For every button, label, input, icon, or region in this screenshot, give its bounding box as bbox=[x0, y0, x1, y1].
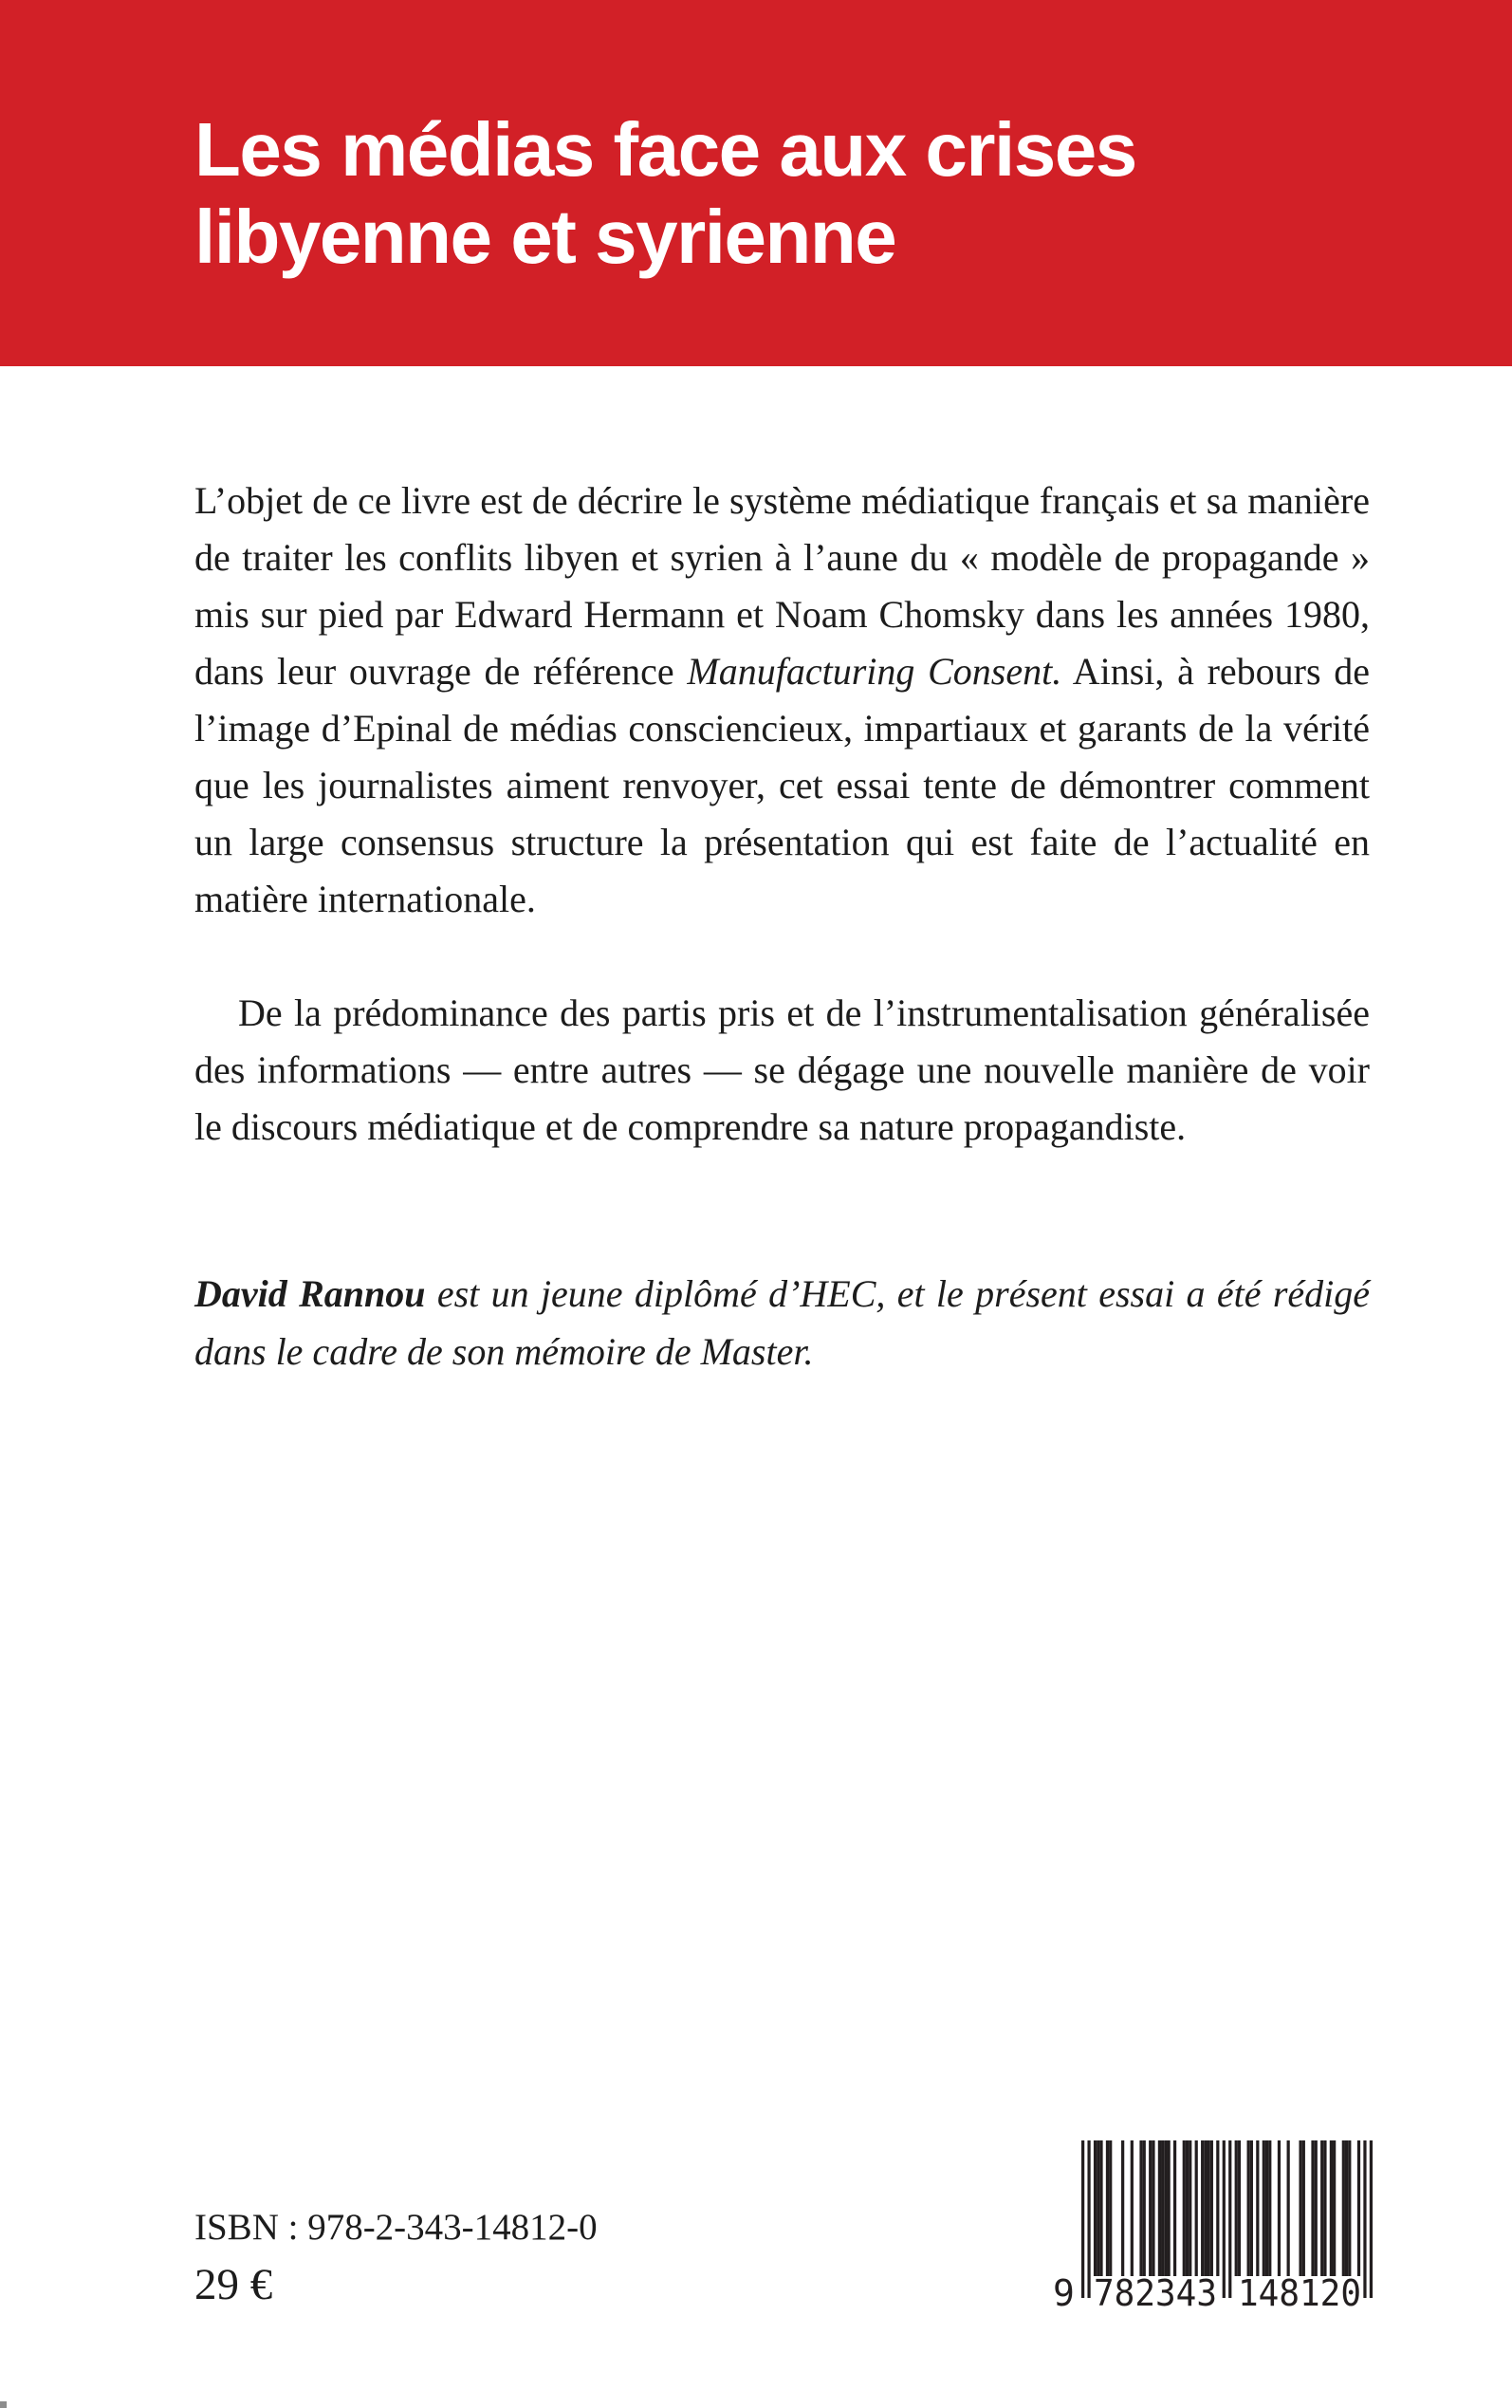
title-line-2: libyenne et syrienne bbox=[194, 194, 896, 279]
svg-text:782343: 782343 bbox=[1094, 2272, 1217, 2309]
referenced-work-title: Manufacturing Consent. bbox=[687, 650, 1062, 693]
ean13-barcode bbox=[1049, 2140, 1379, 2309]
page-edge-mark bbox=[0, 2401, 7, 2408]
synopsis-p1-text-a: L’objet de ce livre est de décrire le système médiatique français et sa manière de traiter les conflits libyen et syrien à l’aune du « modèle de propagande » mis sur pied par Edward Hermann et Noam Chomsky dans les années 1980, dans leur ouvrage de référence bbox=[194, 479, 1370, 693]
price-text: 29 € bbox=[194, 2260, 273, 2309]
book-title bbox=[0, 0, 1512, 281]
isbn-text: ISBN : 978-2-343-14812-0 bbox=[194, 2207, 598, 2248]
synopsis-p1-text-b: Ainsi, à rebours de l’image d’Epinal de médias consciencieux, impartiaux et garants de la vérité que les journalistes aiment renvoyer, cet essai tente de démontrer comment un large consensus structure la présentation qui est faite de l’actualité en matière internationale. bbox=[194, 650, 1370, 920]
synopsis-block bbox=[0, 366, 1512, 1380]
svg-text:148120: 148120 bbox=[1238, 2272, 1361, 2309]
ean13-barcode-svg bbox=[1049, 2140, 1379, 2309]
synopsis-paragraph-2: De la prédominance des partis pris et de l’instrumentalisation généralisée des informations — entre autres — se dégage une nouvelle manière de voir le discours médiatique et de comprendre sa nature propagandiste. bbox=[194, 991, 1370, 1148]
author-note-text: est un jeune diplômé d’HEC, et le présent essai a été rédigé dans le cadre de son mémoire de Master. bbox=[194, 1272, 1371, 1373]
svg-text:9: 9 bbox=[1053, 2272, 1075, 2309]
title-band bbox=[0, 0, 1512, 366]
author-note bbox=[194, 1265, 1370, 1380]
author-name: David Rannou bbox=[194, 1272, 426, 1315]
isbn-price-block bbox=[194, 2207, 598, 2309]
synopsis-paragraph-1 bbox=[194, 472, 1370, 928]
title-line-1: Les médias face aux crises bbox=[194, 107, 1136, 192]
